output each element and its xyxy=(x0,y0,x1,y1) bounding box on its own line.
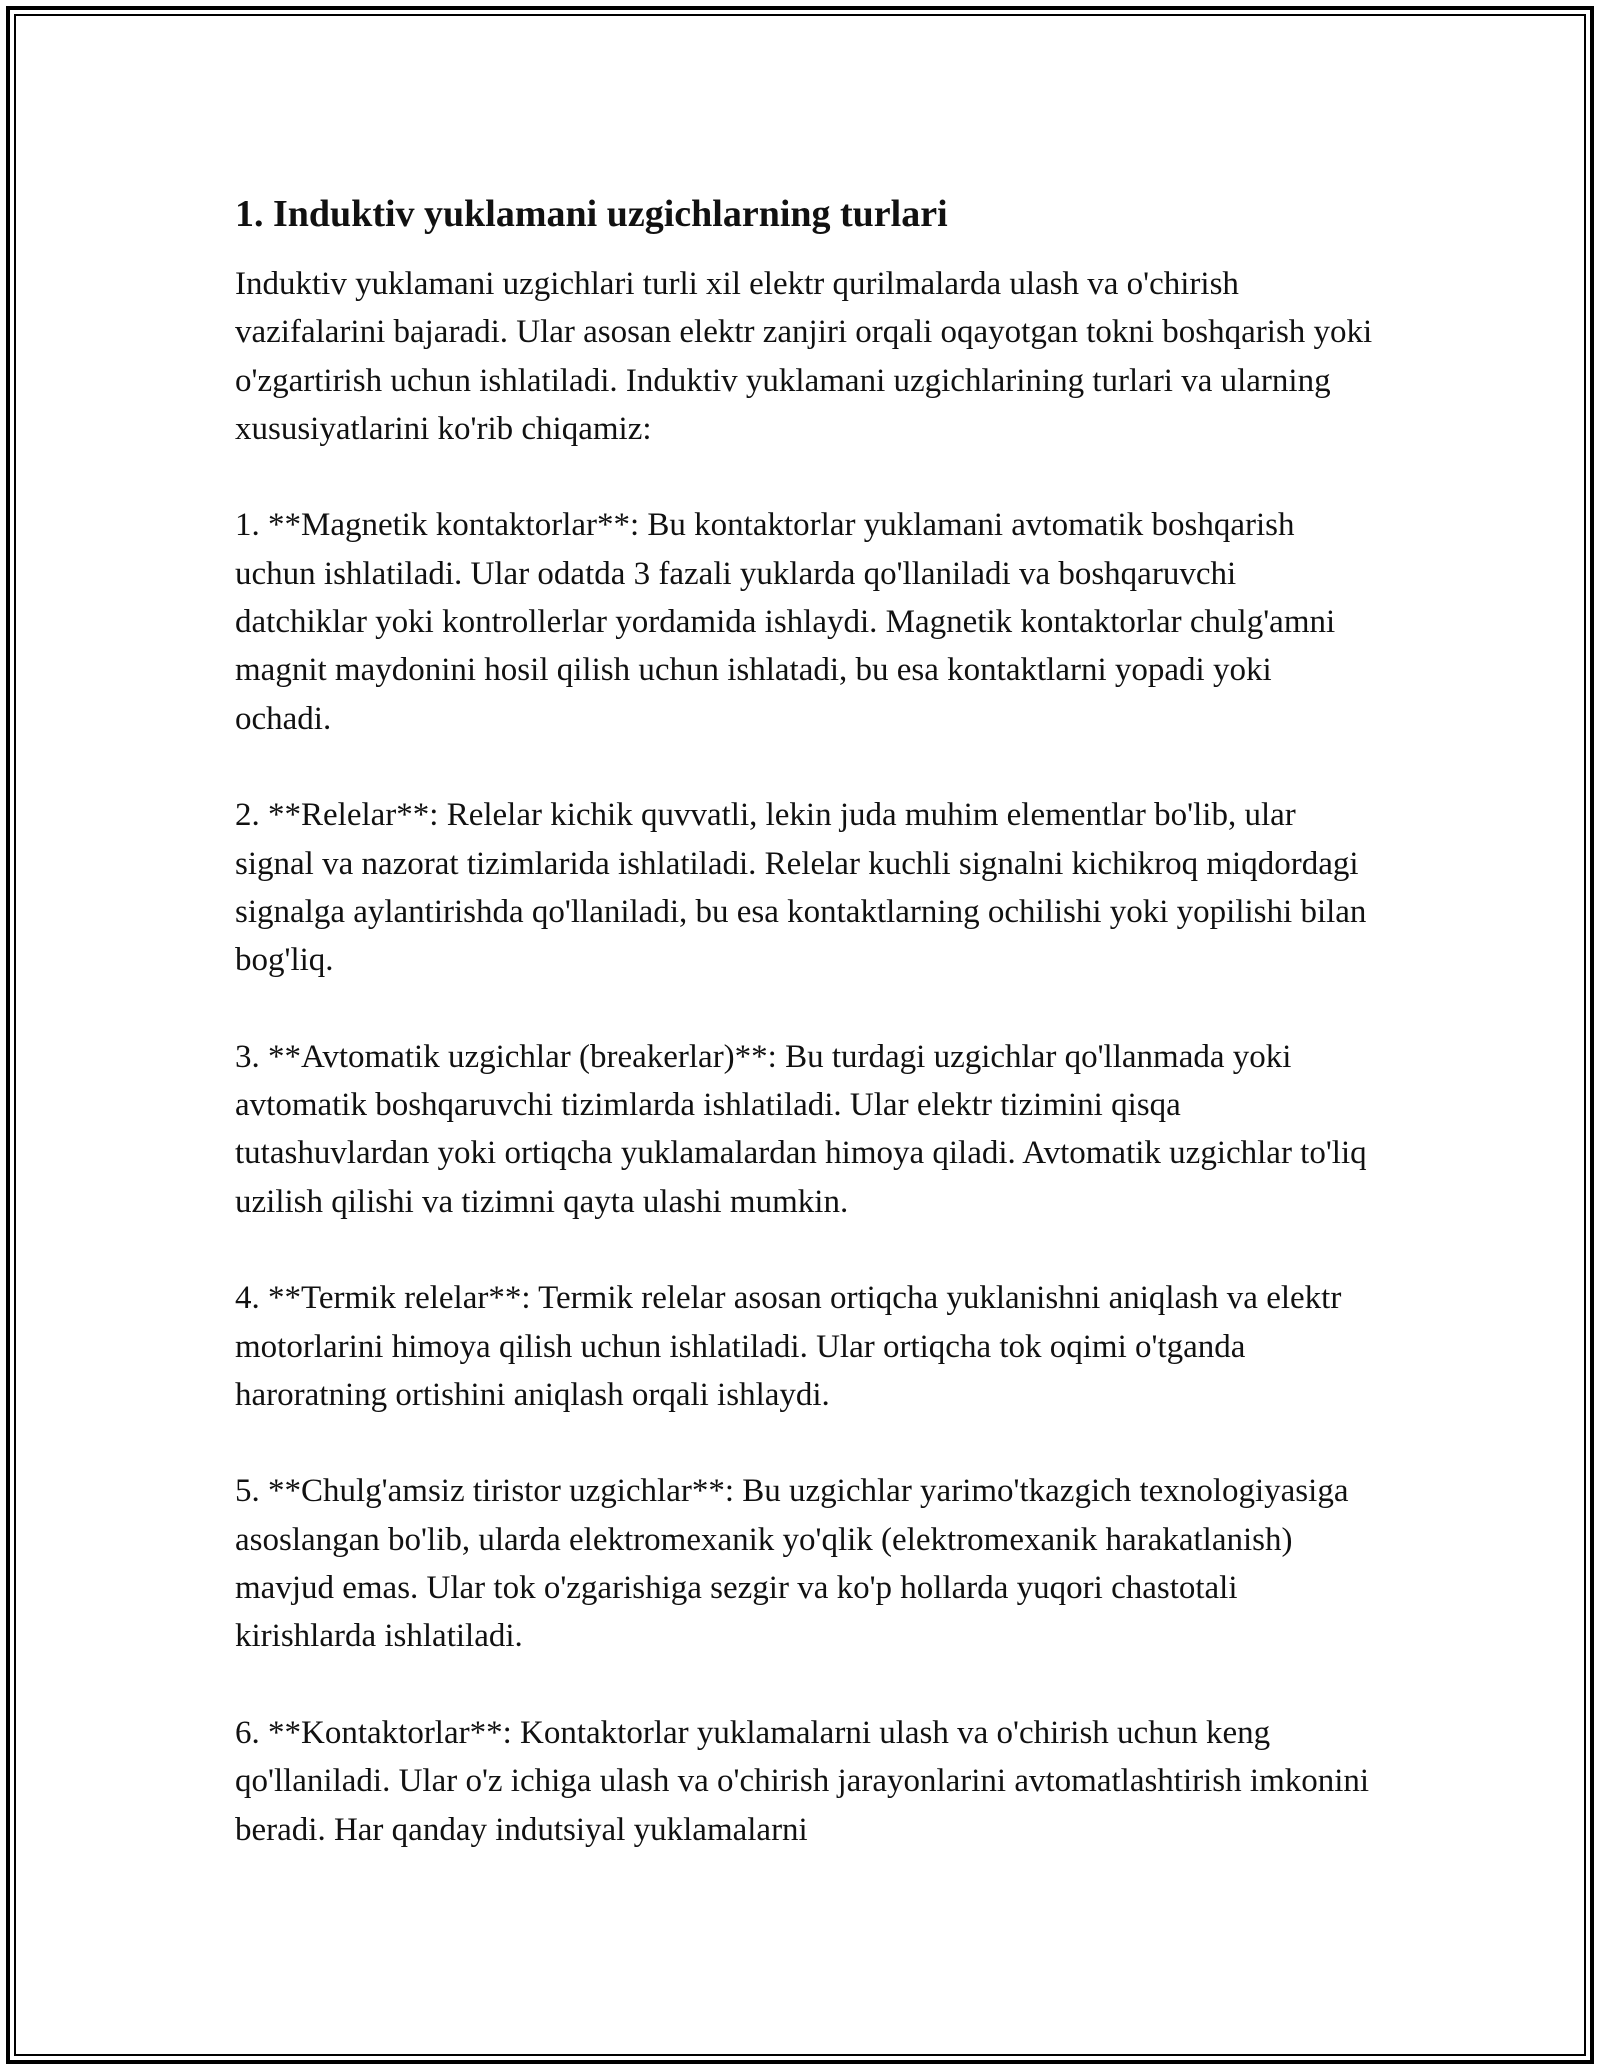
document-title: 1. Induktiv yuklamani uzgichlarning turlari xyxy=(235,193,948,235)
list-item-thermal-relays: 4. **Termik relelar**: Termik relelar asosan ortiqcha yuklanishni aniqlash va elektr motorlarini himoya qilish uchun ishlatiladi. Ular ortiqcha tok oqimi o'tganda haroratning ortishini aniqlash orqali ishlaydi. xyxy=(235,1280,1342,1413)
list-item-magnetic-contactors: 1. **Magnetik kontaktorlar**: Bu kontaktorlar yuklamani avtomatik boshqarish uchun ishlatiladi. Ular odatda 3 fazali yuklarda qo'llaniladi va boshqaruvchi datchiklar yoki kontrollerlar yordamida ishlaydi. Magnetik kontaktorlar chulg'amni magnit maydonini hosil qilish uchun ishlatadi, bu esa kontaktlarni yopadi yoki ochadi. xyxy=(235,507,1336,737)
list-item-relays: 2. **Relelar**: Relelar kichik quvvatli, lekin juda muhim elementlar bo'lib, ular signal va nazorat tizimlarida ishlatiladi. Relelar kuchli signalni kichikroq miqdordagi signalga aylantirishda qo'llaniladi, bu esa kontaktlarning ochilishi yoki yopilishi bilan bog'liq. xyxy=(235,797,1367,979)
intro-paragraph: Induktiv yuklamani uzgichlari turli xil elektr qurilmalarda ulash va o'chirish vazifalarini bajaradi. Ular asosan elektr zanjiri orqali oqayotgan tokni boshqarish yoki o'zgartirish uchun ishlatiladi. Induktiv yuklamani uzgichlarining turlari va ularning xususiyatlarini ko'rib chiqamiz: xyxy=(235,266,1373,447)
list-item-circuit-breakers: 3. **Avtomatik uzgichlar (breakerlar)**: Bu turdagi uzgichlar qo'llanmada yoki avtomatik boshqaruvchi tizimlarda ishlatiladi. Ular elektr tizimini qisqa tutashuvlardan yoki ortiqcha yuklamalardan himoya qiladi. Avtomatik uzgichlar to'liq uzilish qilishi va tizimni qayta ulashi mumkin. xyxy=(235,1038,1367,1220)
list-item-contactors: 6. **Kontaktorlar**: Kontaktorlar yuklamalarni ulash va o'chirish uchun keng qo'llaniladi. Ular o'z ichiga ulash va o'chirish jarayonlarini avtomatlashtirish imkonini beradi. Har qanday indutsiyal yuklamalarni xyxy=(235,1714,1370,1848)
list-item-thyristor-switches: 5. **Chulg'amsiz tiristor uzgichlar**: Bu uzgichlar yarimo'tkazgich texnologiyasiga asoslangan bo'lib, ularda elektromexanik yo'qlik (elektromexanik harakatlanish) mavjud emas. Ular tok o'zgarishiga sezgir va ko'p hollarda yuqori chastotali kirishlarda ishlatiladi. xyxy=(235,1473,1349,1655)
document-body xyxy=(235,186,1375,1902)
